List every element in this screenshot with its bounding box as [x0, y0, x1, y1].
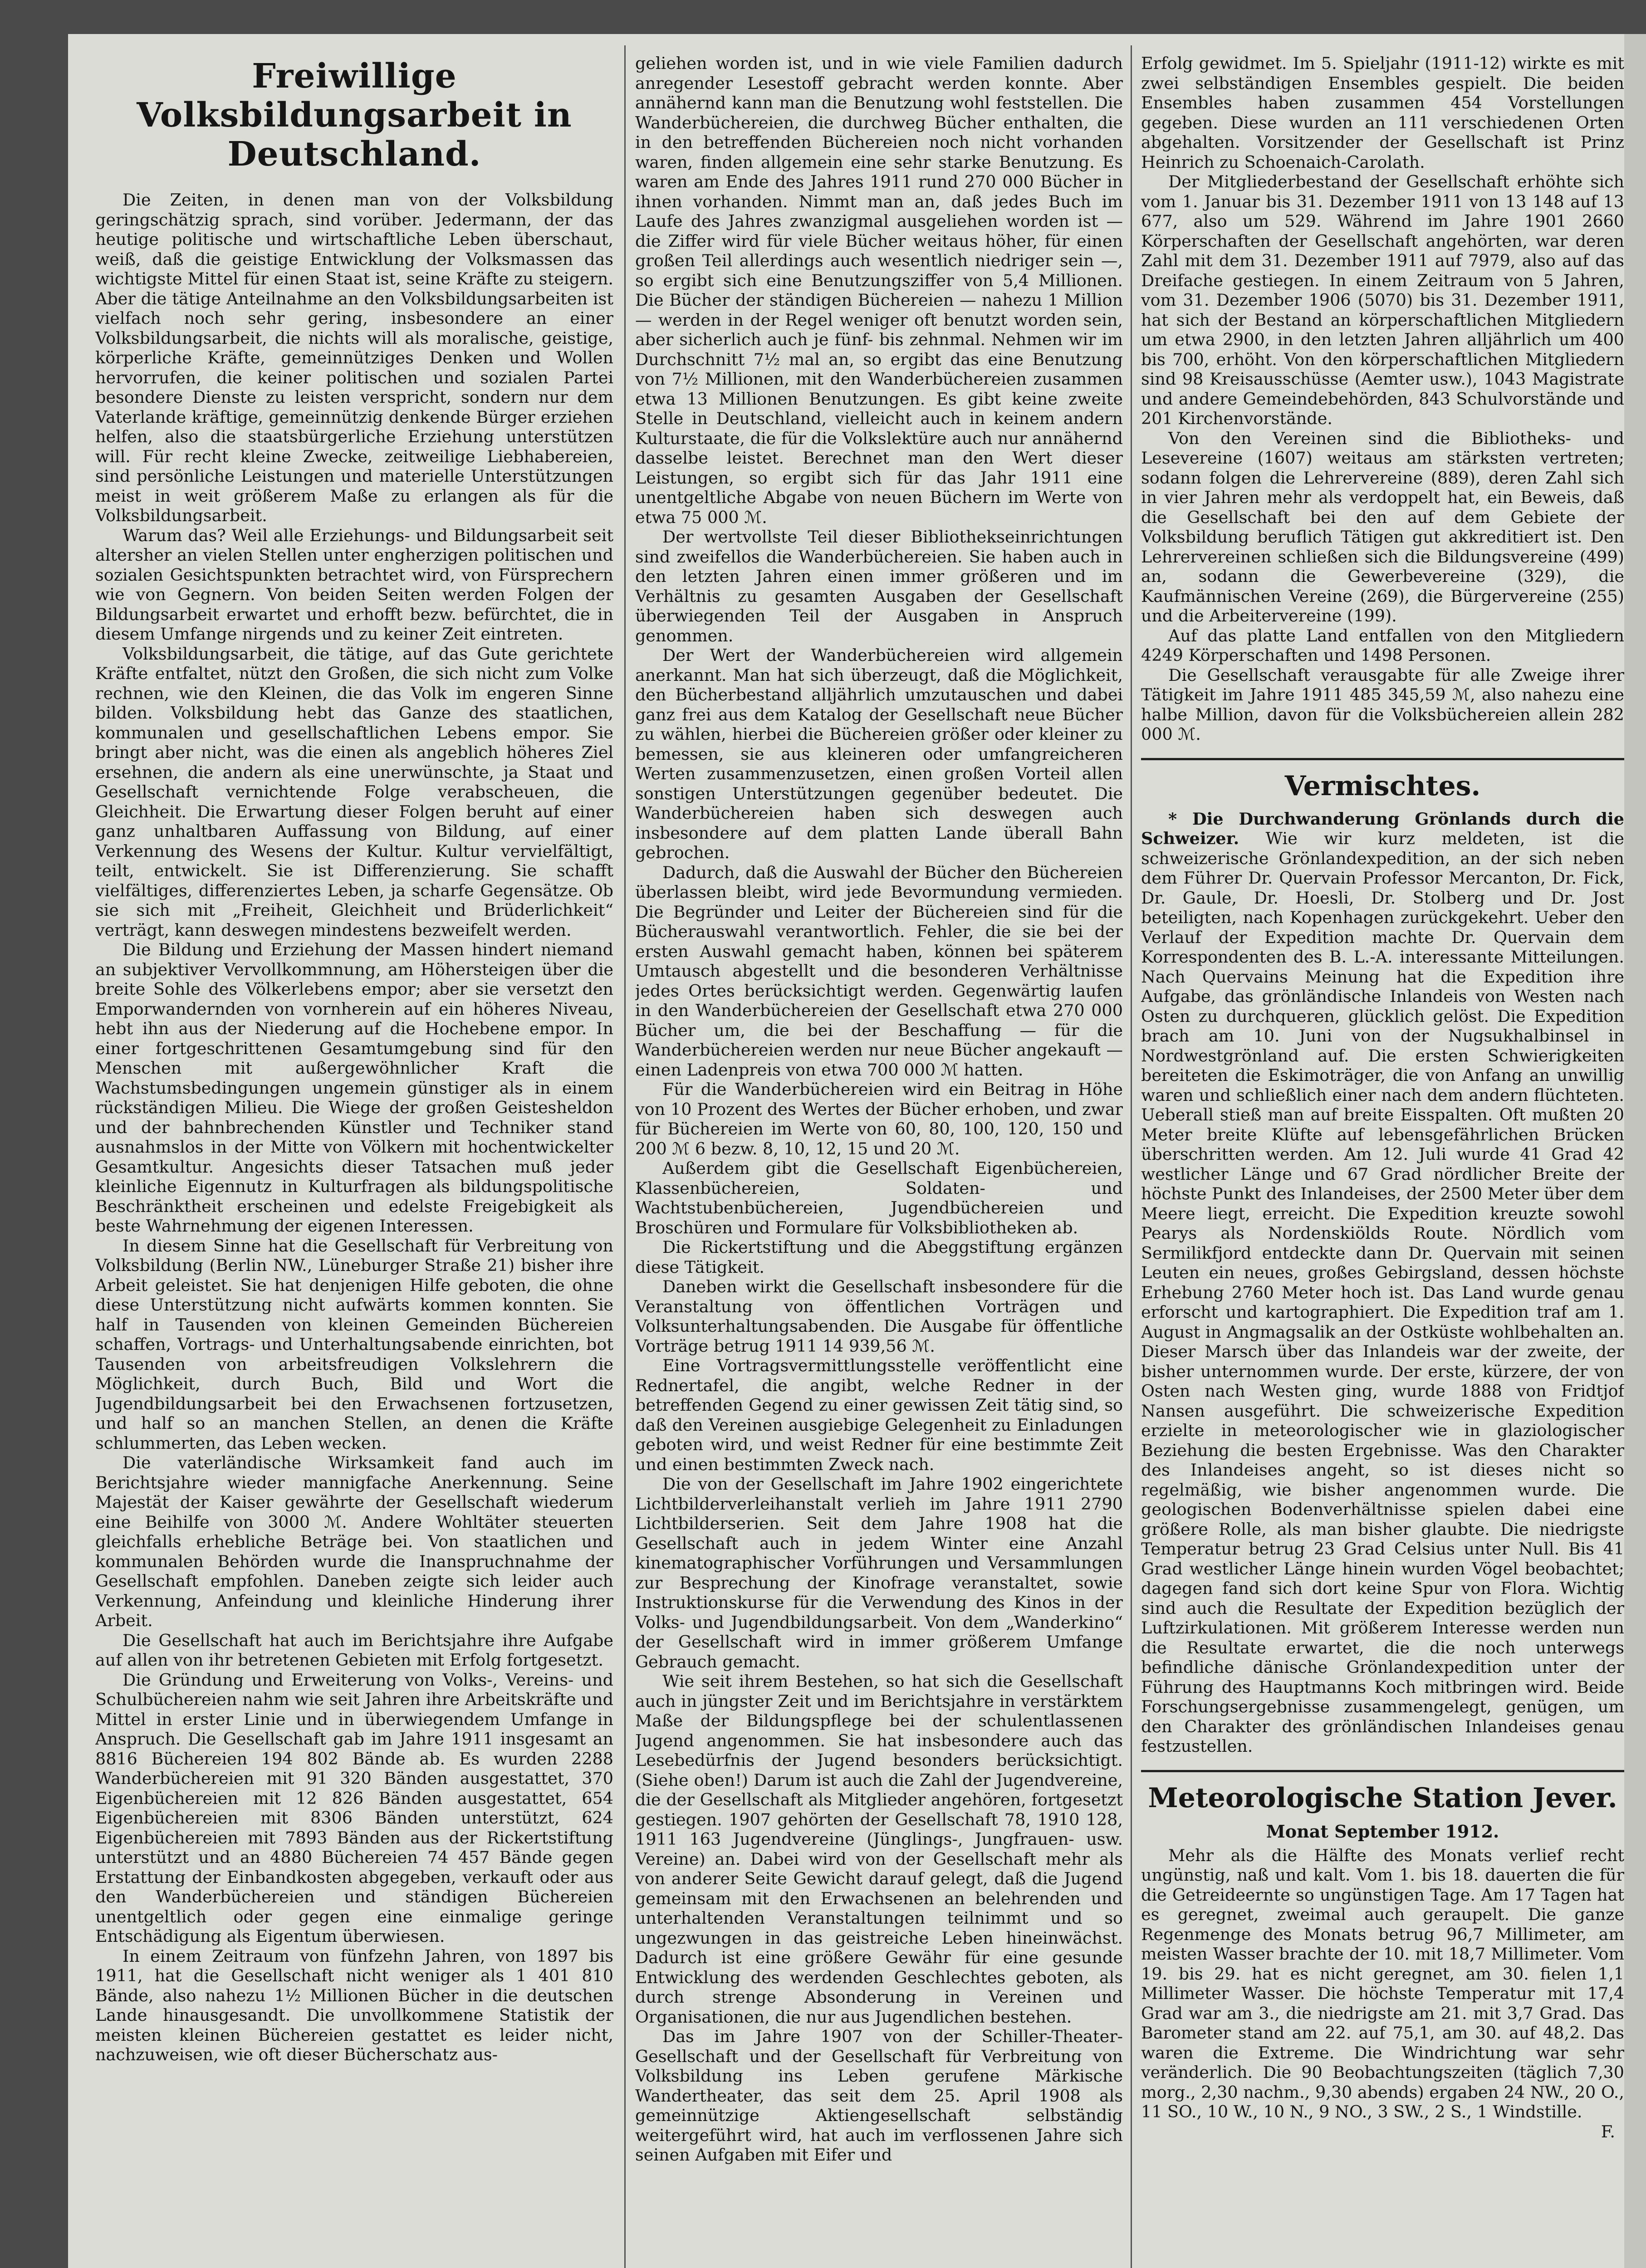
column-2 [635, 54, 1123, 2268]
paragraph: Der Mitgliederbestand der Gesellschaft erhöhte sich vom 1. Januar bis 31. Dezember 1911 von 13 148 auf 13 677, also um 529. Während im Jahre 1901 2660 Körperschaften der Gesellschaft angehörten, war deren Zahl mit dem 31. Dezember 1911 auf 7979, also auf das Dreifache gestiegen. In einem Zeitraum von 5 Jahren, vom 31. Dezember 1906 (5070) bis 31. Dezember 1911, hat sich der Bestand an körperschaftlichen Mitgliedern um etwa 2900, in den letzten Jahren alljährlich um 400 bis 700, erhöht. Von den körperschaftlichen Mitgliedern sind 98 Kreisausschüsse (Aemter usw.), 1043 Magistrate und andere Gemeindebehörden, 843 Schulvorstände und 201 Kirchenvorstände. [1141, 172, 1624, 428]
paragraph: Wie wir kurz meldeten, ist die schweizerische Grönlandexpedition, an der sich neben dem Führer Dr. Quervain Professor Mercanton, Dr. Fick, Dr. Gaule, Dr. Hoesli, Dr. Stolberg und Dr. Jost beteiligten, nach Kopenhagen zurückgekehrt. Ueber den Verlauf der Expedition machte Dr. Quervain dem Korrespondenten des B. L.-A. interessante Mitteilungen. Nach Quervains Meinung hat die Expedition ihre Aufgabe, das grönländische Inlandeis von Westen nach Osten zu durchqueren, glücklich gelöst. Die Expedition brach am 10. Juni von der Nugsukhalbinsel in Nordwestgrönland auf. Die ersten Schwierigkeiten bereiteten die Eskimoträger, die von Anfang an unwillig waren und schließlich einer nach dem andern flüchteten. Ueberall stieß man auf breite Eisspalten. Oft mußten 20 Meter breite Klüfte auf lebensgefährlichen Brücken überschritten werden. Am 12. Juli wurde 41 Grad 42 westlicher Länge und 67 Grad nördlicher Breite der höchste Punkt des Inlandeises, der 2500 Meter über dem Meere liegt, erreicht. Die Expedition kreuzte sowohl Pearys als Nordenskiölds Route. Nördlich vom Sermilikfjord entdeckte dann Dr. Quervain mit seinen Leuten ein neues, großes Gebirgsland, dessen höchste Erhebung 2760 Meter hoch ist. Das Land wurde genau erforscht und kartographiert. Die Expedition traf am 1. August in Angmagsalik an der Ostküste wohlbehalten an. Dieser Marsch über das Inlandeis war der zweite, der bisher unternommen wurde. Der erste, kürzere, der von Osten nach Westen ging, wurde 1888 von Fridtjof Nansen ausgeführt. Die schweizerische Expedition erzielte in meteorologischer wie in glaziologischer Beziehung die besten Ergebnisse. Was den Charakter des Inlandeises angeht, so ist dieses nicht so regelmäßig, wie bisher angenommen wurde. Die geologischen Bodenverhältnisse spielen dabei eine größere Rolle, als man bisher glaubte. Die niedrigste Temperatur betrug 23 Grad Celsius unter Null. Bis 41 Grad westlicher Länge hinein wurden Vögel beobachtet; dagegen fand sich dort keine Spur von Flora. Wichtig sind auch die Resultate der Expedition bezüglich der Luftzirkulationen. Mit größerem Interesse werden nun die Resultate erwartet, die die noch unterwegs befindliche dänische Grönlandexpedition unter der Führung des Hauptmanns Koch mitbringen wird. Beide Forschungsergebnisse zusammengelegt, genügen, um den Charakter des grönländischen Inlandeises genau festzustellen. [1141, 829, 1624, 1756]
paragraph: geliehen worden ist, und in wie viele Familien dadurch anregender Lesestoff gebracht werden konnte. Aber annähernd kann man die Benutzung wohl feststellen. Die Wanderbüchereien, die durchweg Bücher enthalten, die in den betreffenden Büchereien noch nicht vorhanden waren, finden allgemein eine sehr starke Benutzung. Es waren am Ende des Jahres 1911 rund 270 000 Bücher in ihnen vorhanden. Nimmt man an, daß jedes Buch im Laufe des Jahres zwanzigmal ausgeliehen worden ist — die Ziffer wird für viele Bücher weitaus höher, für einen großen Teil allerdings auch wesentlich niedriger sein —, so ergibt sich eine Benutzungsziffer von 5,4 Millionen. Die Bücher der ständigen Büchereien — nahezu 1 Million — werden in der Regel weniger oft benutzt worden sein, aber sicherlich auch je fünf- bis zehnmal. Nehmen wir im Durchschnitt 7½ mal an, so ergibt das eine Benutzung von 7½ Millionen, mit den Wanderbüchereien zusammen etwa 13 Millionen Benutzungen. Es gibt keine zweite Stelle in Deutschland, vielleicht auch in keinem andern Kulturstaate, die für die Volkslektüre auch nur annähernd dasselbe leistet. Berechnet man den Wert dieser Leistungen, so ergibt sich für das Jahr 1911 eine unentgeltliche Abgabe von neuen Büchern im Werte von etwa 75 000 ℳ. [635, 54, 1123, 527]
paragraph: Die Gesellschaft verausgabte für alle Zweige ihrer Tätigkeit im Jahre 1911 485 345,59 ℳ, also nahezu eine halbe Million, davon für die Volksbüchereien allein 282 000 ℳ. [1141, 665, 1624, 744]
paragraph: Die Zeiten, in denen man von der Volksbildung geringschätzig sprach, sind vorüber. Jedermann, der das heutige politische und wirtschaftliche Leben überschaut, weiß, daß die geistige Entwicklung der Volksmassen das wichtigste Mittel für einen Staat ist, seine Kräfte zu steigern. Aber die tätige Anteilnahme an den Volksbildungsarbeiten ist vielfach noch sehr gering, insbesondere an einer Volksbildungsarbeit, die nichts will als moralische, geistige, körperliche Kräfte, gemeinnütziges Denken und Wollen hervorrufen, die keiner politischen und sozialen Partei besondere Dienste zu leisten verspricht, sondern nur dem Vaterlande kräftige, gemeinnützig denkende Bürger erziehen helfen, also die staatsbürgerliche Erziehung unterstützen will. Für recht kleine Zwecke, zeitweilige Liebhabereien, sind persönliche Leistungen und materielle Unterstützungen meist in weit größerem Maße zu erlangen als für die Volksbildungsarbeit. [95, 190, 613, 525]
paragraph: Die Rickertstiftung und die Abeggstiftung ergänzen diese Tätigkeit. [635, 1237, 1123, 1277]
paragraph: Die vaterländische Wirksamkeit fand auch im Berichtsjahre wieder mannigfache Anerkennung. Seine Majestät der Kaiser gewährte der Gesellschaft wiederum eine Beihilfe von 3000 ℳ. Andere Wohltäter steuerten gleichfalls erhebliche Beträge bei. Von staatlichen und kommunalen Behörden wurde die Inanspruchnahme der Gesellschaft empfohlen. Daneben zeigte sich leider auch Verkennung, Anfeindung und kleinliche Hinderung ihrer Arbeit. [95, 1453, 613, 1630]
paragraph: Der Wert der Wanderbüchereien wird allgemein anerkannt. Man hat sich überzeugt, daß die Möglichkeit, den Bücherbestand alljährlich umzutauschen und dabei ganz frei aus dem Katalog der Gesellschaft neue Bücher zu wählen, hierbei die Büchereien größer oder kleiner zu bemessen, sie aus kleineren oder umfangreicheren Werten zusammenzusetzen, einen großen Vorteil allen sonstigen Unterstützungen gegenüber bedeutet. Die Wanderbüchereien haben sich deswegen auch insbesondere auf dem platten Lande überall Bahn gebrochen. [635, 645, 1123, 862]
paragraph: In einem Zeitraum von fünfzehn Jahren, von 1897 bis 1911, hat die Gesellschaft nicht weniger als 1 401 810 Bände, also nahezu 1½ Millionen Bücher in die deutschen Lande hinausgesandt. Die unvollkommene Statistik der meisten kleinen Büchereien gestattet es leider nicht, nachzuweisen, wie oft dieser Bücherschatz aus- [95, 1946, 613, 2064]
paragraph: Volksbildungsarbeit, die tätige, auf das Gute gerichtete Kräfte entfaltet, nützt den Großen, die sich nicht zum Volke rechnen, wie den Kleinen, die das Volk im engeren Sinne bilden. Volksbildung hebt das Ganze des staatlichen, kommunalen und gesellschaftlichen Lebens empor. Sie bringt aber nicht, was die einen als angeblich höheres Ziel ersehnen, die andern als eine unerwünschte, ja Staat und Gesellschaft vernichtende Folge verabscheuen, die Gleichheit. Die Erwartung dieser Folgen beruht auf einer ganz unhaltbaren Auffassung von Bildung, auf einer Verkennung des Wesens der Kultur. Kultur vervielfältigt, teilt, entwickelt. Sie ist Differenzierung. Sie schafft vielfältiges, differenziertes Leben, ja scharfe Gegensätze. Ob sie sich mit „Freiheit, Gleichheit und Brüderlichkeit“ verträgt, kann deswegen mindestens bezweifelt werden. [95, 644, 613, 940]
section-divider [1141, 758, 1624, 760]
paragraph: Auf das platte Land entfallen von den Mitgliedern 4249 Körperschaften und 1498 Personen. [1141, 626, 1624, 665]
paragraph: Die Gründung und Erweiterung von Volks-, Vereins- und Schulbüchereien nahm wie seit Jahren ihre Arbeitskräfte und Mittel in erster Linie und in überwiegendem Umfange in Anspruch. Die Gesellschaft gab im Jahre 1911 insgesamt an 8816 Büchereien 194 802 Bände ab. Es wurden 2288 Wanderbüchereien mit 91 320 Bänden ausgestattet, 370 Eigenbüchereien mit 12 826 Bänden ausgestattet, 654 Eigenbüchereien mit 8306 Bänden unterstützt, 624 Eigenbüchereien mit 7893 Bänden aus der Rickertstiftung unterstützt und an 4880 Büchereien 74 457 Bände gegen Erstattung der Einbandkosten abgegeben, verkauft oder aus den Wanderbüchereien und ständigen Büchereien unentgeltlich oder gegen eine einmalige geringe Entschädigung als Eigentum überwiesen. [95, 1670, 613, 1946]
paragraph: Mehr als die Hälfte des Monats verlief recht ungünstig, naß und kalt. Vom 1. bis 18. dauerten die für die Getreideernte so ungünstigen Tage. Am 17 Tagen hat es geregnet, zweimal auch geraupelt. Die ganze Regenmenge des Monats betrug 96,7 Millimeter, am meisten Wasser brachte der 10. mit 18,7 Millimeter. Vom 19. bis 29. hat es nicht geregnet, am 30. fielen 1,1 Millimeter Wasser. Die höchste Temperatur mit 17,4 Grad war am 3., die niedrigste am 21. mit 3,7 Grad. Das Barometer stand am 22. auf 75,1, am 30. auf 48,2. Das waren die Extreme. Die Windrichtung war sehr veränderlich. Die 90 Beobachtungszeiten (täglich 7,30 morg., 2,30 nachm., 9,30 abends) ergaben 24 NW., 20 O., 11 SO., 10 W., 10 N., 9 NO., 3 SW., 2 S., 1 Windstille. [1141, 1845, 1624, 2121]
paragraph: Die Bildung und Erziehung der Massen hindert niemand an subjektiver Vervollkommnung, am Höhersteigen über die breite Sohle des Völkerlebens empor; aber sie versetzt den Emporwandernden von vornherein auf ein höheres Niveau, hebt ihn aus der Niederung auf die Hochebene empor. In einer fortgeschrittenen Gesamtumgebung sind für den Menschen mit außergewöhnlicher Kraft die Wachstumsbedingungen ungemein günstiger als in einem rückständigen Milieu. Die Wiege der großen Geistesheldon und der bahnbrechenden Künstler und Techniker stand ausnahmslos in der Mitte von Völkern mit hochentwickelter Gesamtkultur. Angesichts dieser Tatsachen muß jeder kleinliche Eigennutz in Kulturfragen als bildungspolitische Beschränktheit erscheinen und edelste Freigebigkeit als beste Wahrnehmung der eigenen Interessen. [95, 940, 613, 1236]
paragraph: Für die Wanderbüchereien wird ein Beitrag in Höhe von 10 Prozent des Wertes der Bücher erhoben, und zwar für Büchereien im Werte von 60, 80, 100, 120, 150 und 200 ℳ 6 bezw. 8, 10, 12, 15 und 20 ℳ. [635, 1080, 1123, 1158]
paragraph: Wie seit ihrem Bestehen, so hat sich die Gesellschaft auch in jüngster Zeit und im Berichtsjahre in verstärktem Maße der Bildungspflege bei der schulentlassenen Jugend angenommen. Sie hat insbesondere auch das Lesebedürfnis der Jugend besonders berücksichtigt. (Siehe oben!) Darum ist auch die Zahl der Jugendvereine, die der Gesellschaft als Mitglieder angehören, fortgesetzt gestiegen. 1907 gehörten der Gesellschaft 78, 1910 128, 1911 163 Jugendvereine (Jünglings-, Jungfrauen- usw. Vereine) an. Dabei wird von der Gesellschaft mehr als von anderer Seite Gewicht darauf gelegt, daß die Jugend gemeinsam mit den Erwachsenen an belehrenden und unterhaltenden Veranstaltungen teilnimmt und so ungezwungen in das geistreiche Leben hineinwächst. Dadurch ist eine größere Gewähr für eine gesunde Entwicklung des werdenden Geschlechtes geboten, als durch strenge Absonderung in Vereinen und Organisationen, die nur aus Jugendlichen bestehen. [635, 1672, 1123, 2027]
signature: F. [1601, 2121, 1615, 2141]
article-title: Freiwillige Volksbildungsarbeit in Deutschland. [137, 57, 572, 174]
paragraph: Eine Vortragsvermittlungsstelle veröffentlicht eine Rednertafel, die angibt, welche Redner in der betreffenden Gegend zu einer gewissen Zeit tätig sind, so daß den Vereinen ausgiebige Gelegenheit zu Einladungen geboten wird, und weist Redner für eine bestimmte Zeit und einen bestimmten Zweck nach. [635, 1356, 1123, 1474]
column-3 [1141, 54, 1624, 2268]
section-heading-weather: Meteorologische Station Jever. [1148, 1782, 1617, 1814]
paragraph: Das im Jahre 1907 von der Schiller-Theater-Gesellschaft und der Gesellschaft für Verbreitung von Volksbildung ins Leben gerufene Märkische Wandertheater, das seit dem 25. April 1908 als gemeinnützige Aktiengesellschaft selbständig weitergeführt wird, hat auch im verflossenen Jahre sich seinen Aufgaben mit Eifer und [635, 2027, 1123, 2165]
column-1 [95, 57, 613, 2268]
paragraph: Warum das? Weil alle Erziehungs- und Bildungsarbeit seit altersher an vielen Stellen unter engherzigen politischen und sozialen Gesichtspunkten betrachtet wird, von Fürsprechern wie von Gegnern. Von beiden Seiten werden Folgen der Bildungsarbeit erwartet und erhofft bezw. befürchtet, die in diesem Umfange nirgends und zu keiner Zeit eintreten. [95, 525, 613, 644]
section-heading-misc: Vermischtes. [1284, 770, 1481, 802]
paragraph: Daneben wirkt die Gesellschaft insbesondere für die Veranstaltung von öffentlichen Vorträgen und Volksunterhaltungsabenden. Die Ausgabe für öffentliche Vorträge betrug 1911 14 939,56 ℳ. [635, 1277, 1123, 1356]
column-rule [1131, 45, 1132, 2268]
paragraph: Die Gesellschaft hat auch im Berichtsjahre ihre Aufgabe auf allen von ihr betretenen Gebieten mit Erfolg fortgesetzt. [95, 1630, 613, 1670]
paragraph: In diesem Sinne hat die Gesellschaft für Verbreitung von Volksbildung (Berlin NW., Lüneburger Straße 21) bisher ihre Arbeit geleistet. Sie hat denjenigen Hilfe geboten, die ohne diese Unterstützung nicht aufwärts kommen konnten. Sie half in Tausenden von kleinen Gemeinden Büchereien schaffen, Vortrags- und Unterhaltungsabende einrichten, bot Tausenden von arbeitsfreudigen Volkslehrern die Möglichkeit, durch Buch, Bild und Wort die Jugendbildungsarbeit bei den Erwachsenen fortzusetzen, und half so an manchen Stellen, an denen die Kräfte schlummerten, das Leben wecken. [95, 1236, 613, 1453]
paragraph: Dadurch, daß die Auswahl der Bücher den Büchereien überlassen bleibt, wird jede Bevormundung vermieden. Die Begründer und Leiter der Büchereien sind für die Bücherauswahl verantwortlich. Fehler, die sie bei der ersten Auswahl gemacht haben, können bei späterem Umtausch abgestellt und die besonderen Verhältnisse jedes Ortes berücksichtigt werden. Gegenwärtig laufen in den Wanderbüchereien der Gesellschaft etwa 270 000 Bücher um, die bei der Beschaffung — für die Wanderbüchereien werden nur neue Bücher angekauft — einen Ladenpreis von etwa 700 000 ℳ hatten. [635, 862, 1123, 1080]
section-divider [1141, 1770, 1624, 1772]
paragraph: Außerdem gibt die Gesellschaft Eigenbüchereien, Klassenbüchereien, Soldaten- und Wachtstubenbüchereien, Jugendbüchereien und Broschüren und Formulare für Volksbibliotheken ab. [635, 1158, 1123, 1237]
paragraph: Der wertvollste Teil dieser Bibliothekseinrichtungen sind zweifellos die Wanderbüchereien. Sie haben auch in den letzten Jahren einen immer größeren und im Verhältnis zu gesamten Ausgaben der Gesellschaft überwiegenden Teil der Ausgaben in Anspruch genommen. [635, 527, 1123, 645]
column-rule [624, 45, 626, 2268]
paragraph: Von den Vereinen sind die Bibliotheks- und Lesevereine (1607) weitaus am stärksten vertreten; sodann folgen die Lehrervereine (889), deren Zahl sich in vier Jahren mehr als verdoppelt hat, ein Beweis, daß die Gesellschaft bei den auf dem Gebiete der Volksbildung beruflich Tätigen gut akkreditiert ist. Den Lehrervereinen schließen sich die Bildungsvereine (499) an, sodann die Gewerbevereine (329), die Kaufmännischen Vereine (269), die Bürgervereine (255) und die Arbeitervereine (199). [1141, 428, 1624, 626]
paragraph: Die von der Gesellschaft im Jahre 1902 eingerichtete Lichtbilderverleihanstalt verlieh im Jahre 1911 2790 Lichtbilderserien. Seit dem Jahre 1908 hat die Gesellschaft auch in jedem Winter eine Anzahl kinematographischer Vorführungen und Versammlungen zur Besprechung der Kinofrage veranstaltet, sowie Instruktionskurse für die Verwendung des Kinos in der Volks- und Jugendbildungsarbeit. Von dem „Wanderkino“ der Gesellschaft wird in immer größerem Umfange Gebrauch gemacht. [635, 1474, 1123, 1672]
weather-month: Monat September 1912. [1266, 1821, 1499, 1842]
misc-item-title: * Die Durchwanderung Grönlands durch die Schweizer. [1141, 809, 1624, 848]
page-edge [1624, 34, 1646, 2268]
paragraph: Erfolg gewidmet. Im 5. Spieljahr (1911-12) wirkte es mit zwei selbständigen Ensembles gespielt. Die beiden Ensembles haben zusammen 454 Vorstellungen gegeben. Diese wurden an 111 verschiedenen Orten abgehalten. Vorsitzender der Gesellschaft ist Prinz Heinrich zu Schoenaich-Carolath. [1141, 54, 1624, 172]
